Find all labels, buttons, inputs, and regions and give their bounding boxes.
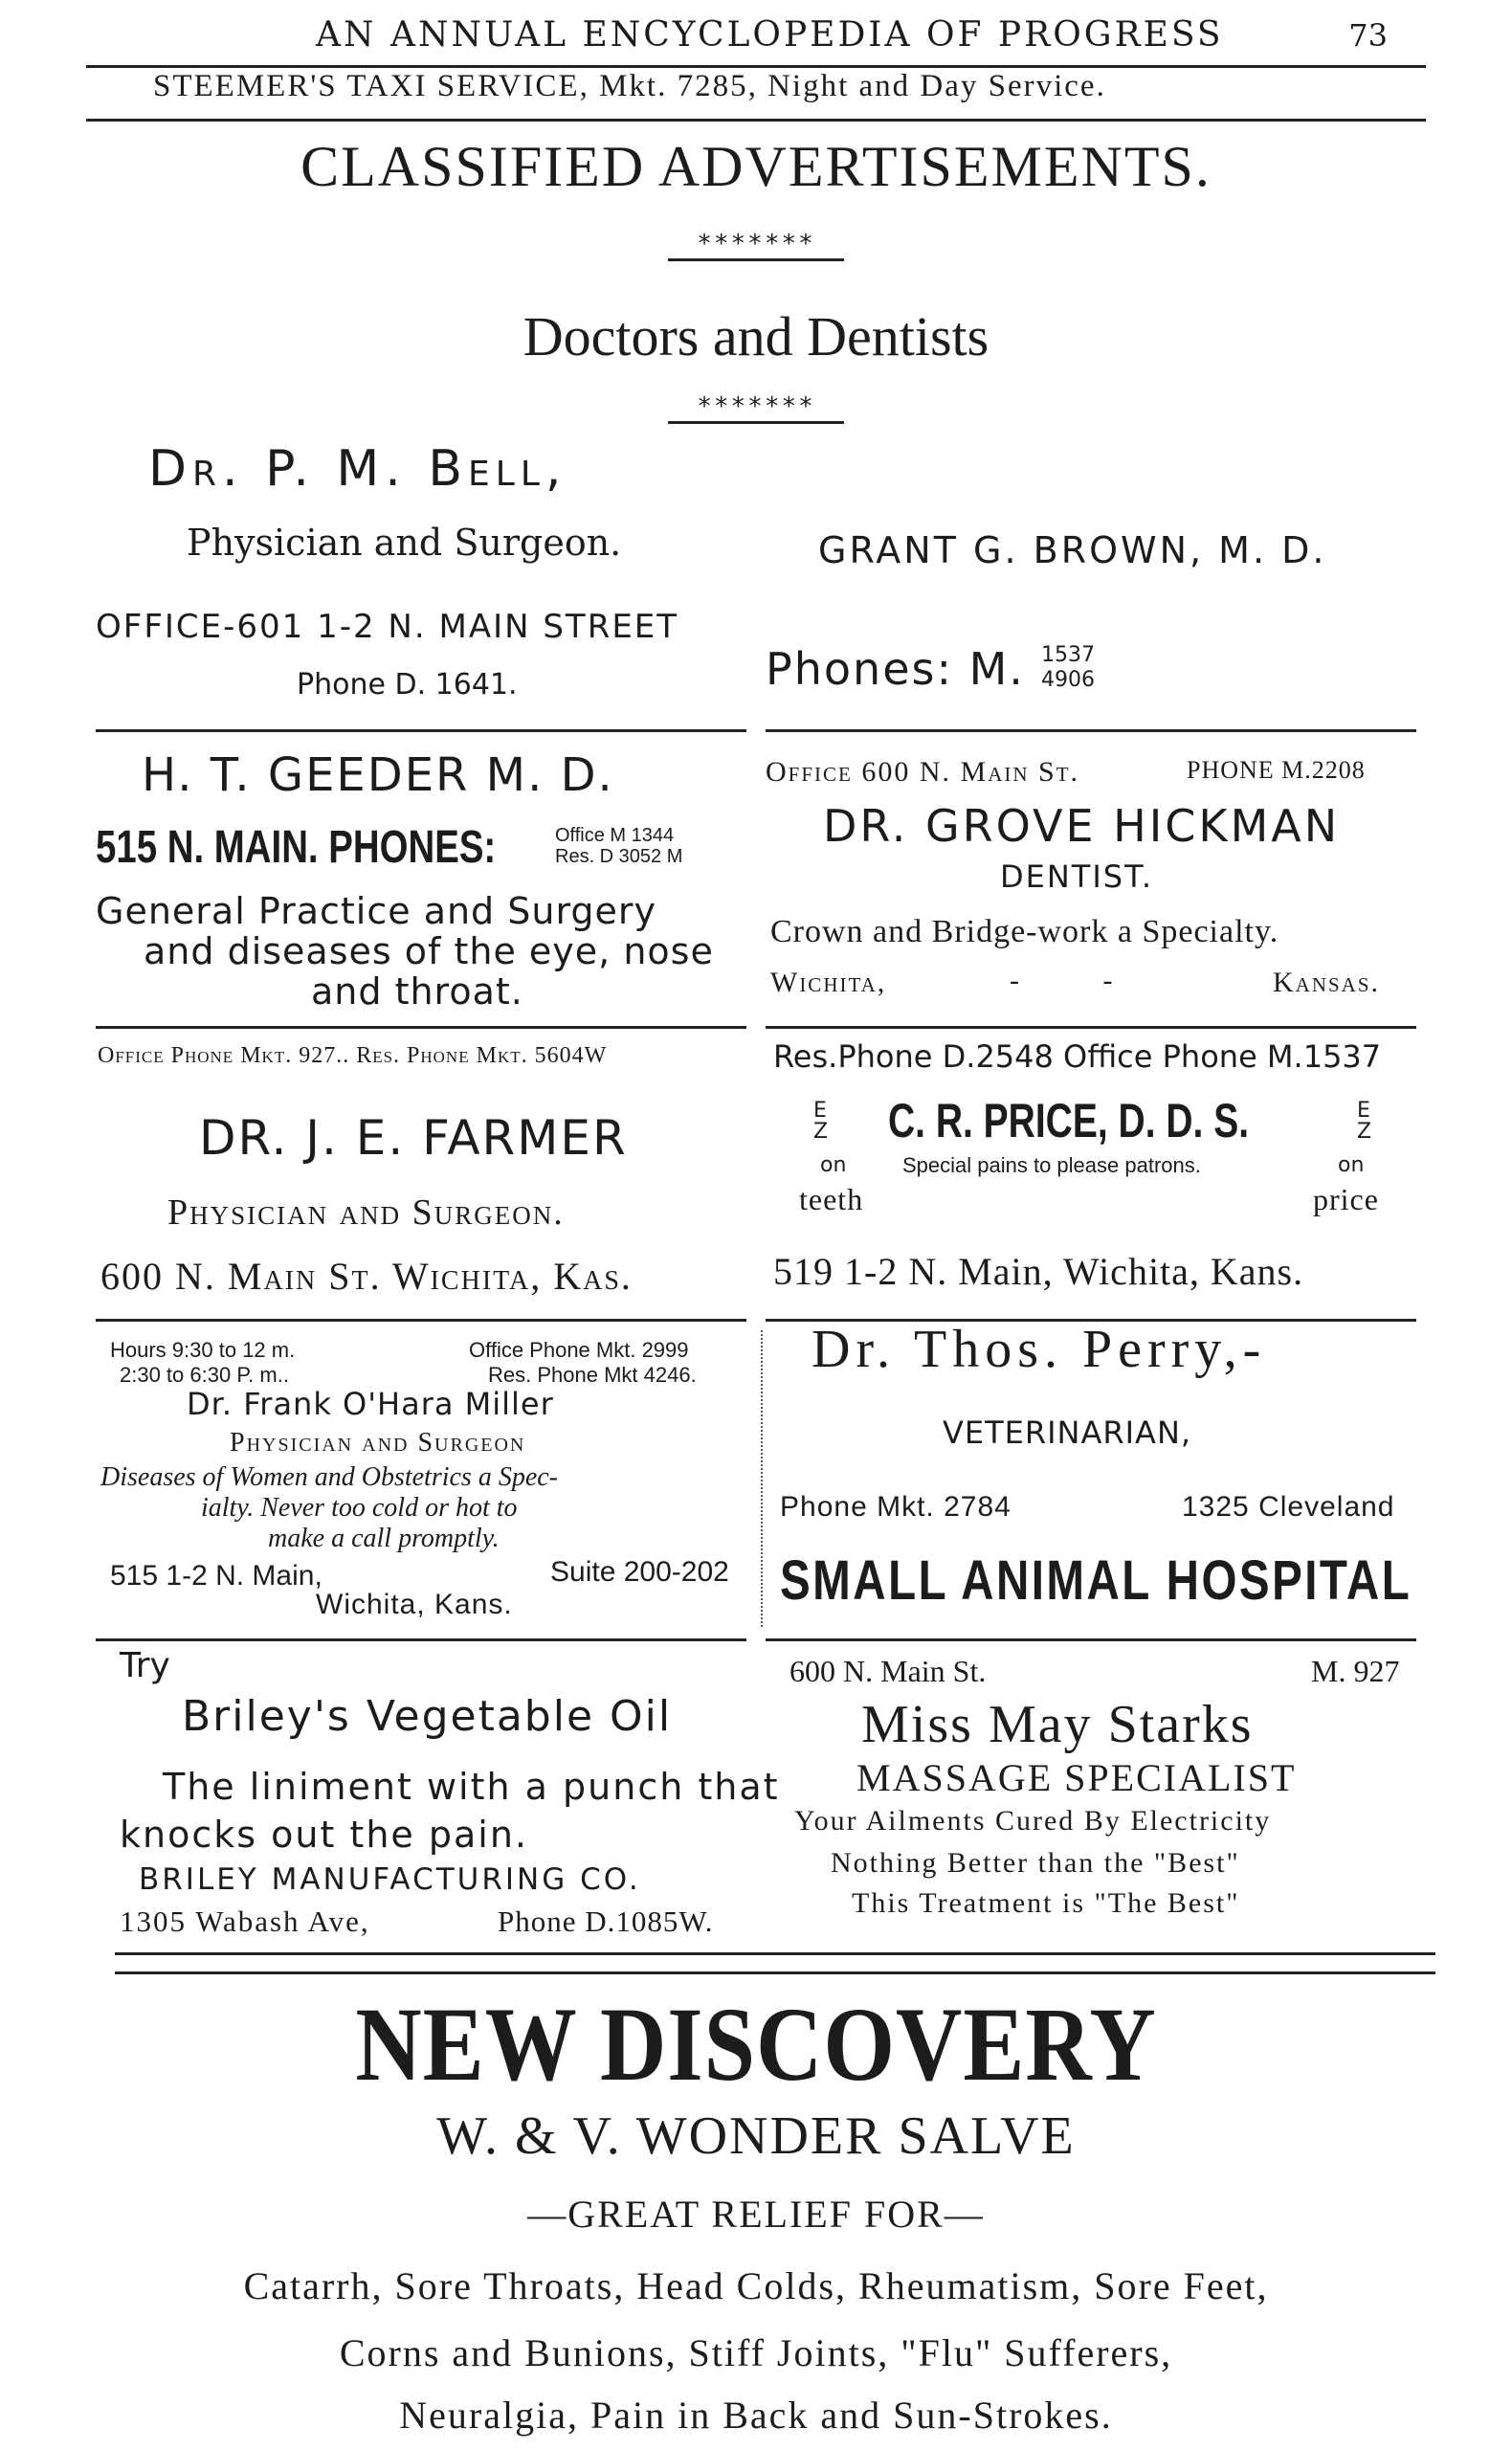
bell-office: OFFICE-601 1-2 N. MAIN STREET (96, 608, 679, 646)
brown-phone-top: 1537 (1041, 643, 1095, 667)
brown-name: GRANT G. BROWN, M. D. (818, 529, 1327, 571)
briley-line-1: The liniment with a punch that (163, 1766, 780, 1808)
hickman-office-line: Office 600 N. Main St. (766, 756, 1080, 788)
price-on-left: on (820, 1153, 847, 1177)
miller-city: Wichita, Kans. (316, 1589, 513, 1620)
hickman-role: DENTIST. (1000, 858, 1154, 895)
miller-specialty-2: ialty. Never too cold or hot to (201, 1493, 518, 1523)
price-teeth: teeth (799, 1182, 864, 1216)
perry-address: 1325 Cleveland (1182, 1491, 1395, 1523)
briley-try: Try (120, 1646, 170, 1685)
perry-name: Dr. Thos. Perry,- (812, 1320, 1267, 1379)
price-tagline: Special pains to please patrons. (902, 1153, 1201, 1177)
hickman-name: DR. GROVE HICKMAN (823, 800, 1341, 852)
farmer-name: DR. J. E. FARMER (199, 1110, 628, 1166)
hickman-state: Kansas. (1273, 967, 1381, 998)
miller-suite: Suite 200-202 (550, 1556, 729, 1588)
geeder-office-phone: Office M 1344 (555, 825, 675, 846)
briley-company: BRILEY MANUFACTURING CO. (139, 1862, 641, 1897)
hickman-phone-line: PHONE M.2208 (1187, 756, 1366, 784)
hickman-specialty: Crown and Bridge-work a Specialty. (770, 914, 1279, 949)
briley-line-2: knocks out the pain. (120, 1814, 528, 1856)
rule-bottom-1 (115, 1952, 1435, 1955)
publication-title: AN ANNUAL ENCYCLOPEDIA OF PROGRESS (316, 15, 1224, 55)
miller-address: 515 1-2 N. Main, (110, 1560, 322, 1592)
briley-product: Briley's Vegetable Oil (182, 1692, 673, 1741)
discovery-product: W. & V. WONDER SALVE (436, 2106, 1076, 2166)
briley-phone: Phone D.1085W. (498, 1904, 714, 1938)
geeder-name: H. T. GEEDER M. D. (142, 748, 614, 802)
classified-title: CLASSIFIED ADVERTISEMENTS. (300, 135, 1212, 198)
price-phones: Res.Phone D.2548 Office Phone M.1537 (773, 1038, 1382, 1075)
hickman-city: Wichita, (770, 967, 887, 998)
geeder-res-phone: Res. D 3052 M (555, 846, 683, 867)
starks-role: MASSAGE SPECIALIST (856, 1756, 1297, 1799)
miller-name: Dr. Frank O'Hara Miller (187, 1386, 554, 1422)
miller-specialty-1: Diseases of Women and Obstetrics a Spec- (100, 1462, 559, 1492)
bell-role: Physician and Surgeon. (187, 522, 622, 564)
starks-line-2: Nothing Better than the "Best" (831, 1847, 1240, 1879)
briley-address: 1305 Wabash Ave, (120, 1904, 370, 1938)
bell-name: Dr. P. M. Bell, (148, 440, 567, 498)
rule-bottom-2 (115, 1971, 1435, 1974)
stars-divider-2 (0, 392, 1512, 421)
stars-divider-2-text: ******* (668, 392, 844, 424)
starks-line-1: Your Ailments Cured By Electricity (794, 1805, 1272, 1837)
miller-specialty-3: make a call promptly. (268, 1524, 500, 1553)
brown-phone-bottom: 4906 (1041, 668, 1095, 692)
rule-right-4 (766, 1638, 1416, 1641)
taxi-service-line: STEEMER'S TAXI SERVICE, Mkt. 7285, Night and Day Service. (153, 69, 1106, 103)
brown-phones-label: Phones: M. (766, 643, 1025, 695)
running-header (86, 11, 1426, 68)
miller-res-phone: Res. Phone Mkt 4246. (488, 1363, 697, 1387)
farmer-address: 600 N. Main St. Wichita, Kas. (100, 1255, 633, 1298)
rule-right-1 (766, 729, 1416, 732)
farmer-phones: Office Phone Mkt. 927.. Res. Phone Mkt. 5604W (98, 1043, 608, 1068)
section-title: Doctors and Dentists (523, 305, 989, 368)
perry-hospital: SMALL ANIMAL HOSPITAL (780, 1549, 1412, 1612)
geeder-line-1: General Practice and Surgery (96, 890, 657, 932)
miller-office-phone: Office Phone Mkt. 2999 (469, 1338, 689, 1362)
geeder-line-2: and diseases of the eye, nose (144, 930, 714, 972)
starks-phone: M. 927 (1311, 1654, 1400, 1688)
rule-left-4 (96, 1638, 746, 1641)
starks-name: Miss May Starks (861, 1695, 1254, 1754)
hickman-dashes: - - (1010, 965, 1151, 996)
miller-hours-1: Hours 9:30 to 12 m. (110, 1338, 296, 1362)
discovery-headline: NEW DISCOVERY (355, 1984, 1157, 2104)
stars-divider (0, 230, 1512, 258)
price-address: 519 1-2 N. Main, Wichita, Kans. (773, 1250, 1304, 1293)
miller-role: Physician and Surgeon (230, 1428, 526, 1458)
discovery-line-3: Neuralgia, Pain in Back and Sun-Strokes. (399, 2394, 1113, 2437)
discovery-relief: —GREAT RELIEF FOR— (527, 2193, 985, 2236)
perry-phone: Phone Mkt. 2784 (780, 1491, 1012, 1523)
bell-phone: Phone D. 1641. (297, 668, 518, 702)
rule-right-2 (766, 1026, 1416, 1029)
stars-divider-text: ******* (668, 230, 844, 261)
geeder-line-3: and throat. (311, 970, 523, 1013)
farmer-role: Physician and Surgeon. (167, 1192, 565, 1233)
starks-line-3: This Treatment is "The Best" (852, 1887, 1240, 1919)
rule-left-1 (96, 729, 746, 732)
rule-left-3 (96, 1319, 746, 1322)
perry-role: VETERINARIAN, (943, 1414, 1192, 1451)
discovery-line-1: Catarrh, Sore Throats, Head Colds, Rheumatism, Sore Feet, (243, 2264, 1269, 2307)
price-ez-right: E Z (1357, 1099, 1372, 1144)
price-name: C. R. PRICE, D. D. S. (888, 1094, 1250, 1147)
rule-left-2 (96, 1026, 746, 1029)
starks-address: 600 N. Main St. (789, 1654, 987, 1688)
price-ez-left: E Z (813, 1099, 829, 1144)
header-rule (86, 119, 1426, 122)
discovery-line-2: Corns and Bunions, Stiff Joints, "Flu" Sufferers, (339, 2331, 1173, 2374)
column-divider (761, 1330, 763, 1627)
page-number: 73 (1348, 17, 1388, 54)
geeder-address-phones: 515 N. MAIN. PHONES: (96, 822, 497, 873)
price-word: price (1313, 1182, 1379, 1216)
price-on-right: on (1338, 1153, 1365, 1177)
miller-hours-2: 2:30 to 6:30 P. m.. (120, 1363, 289, 1387)
